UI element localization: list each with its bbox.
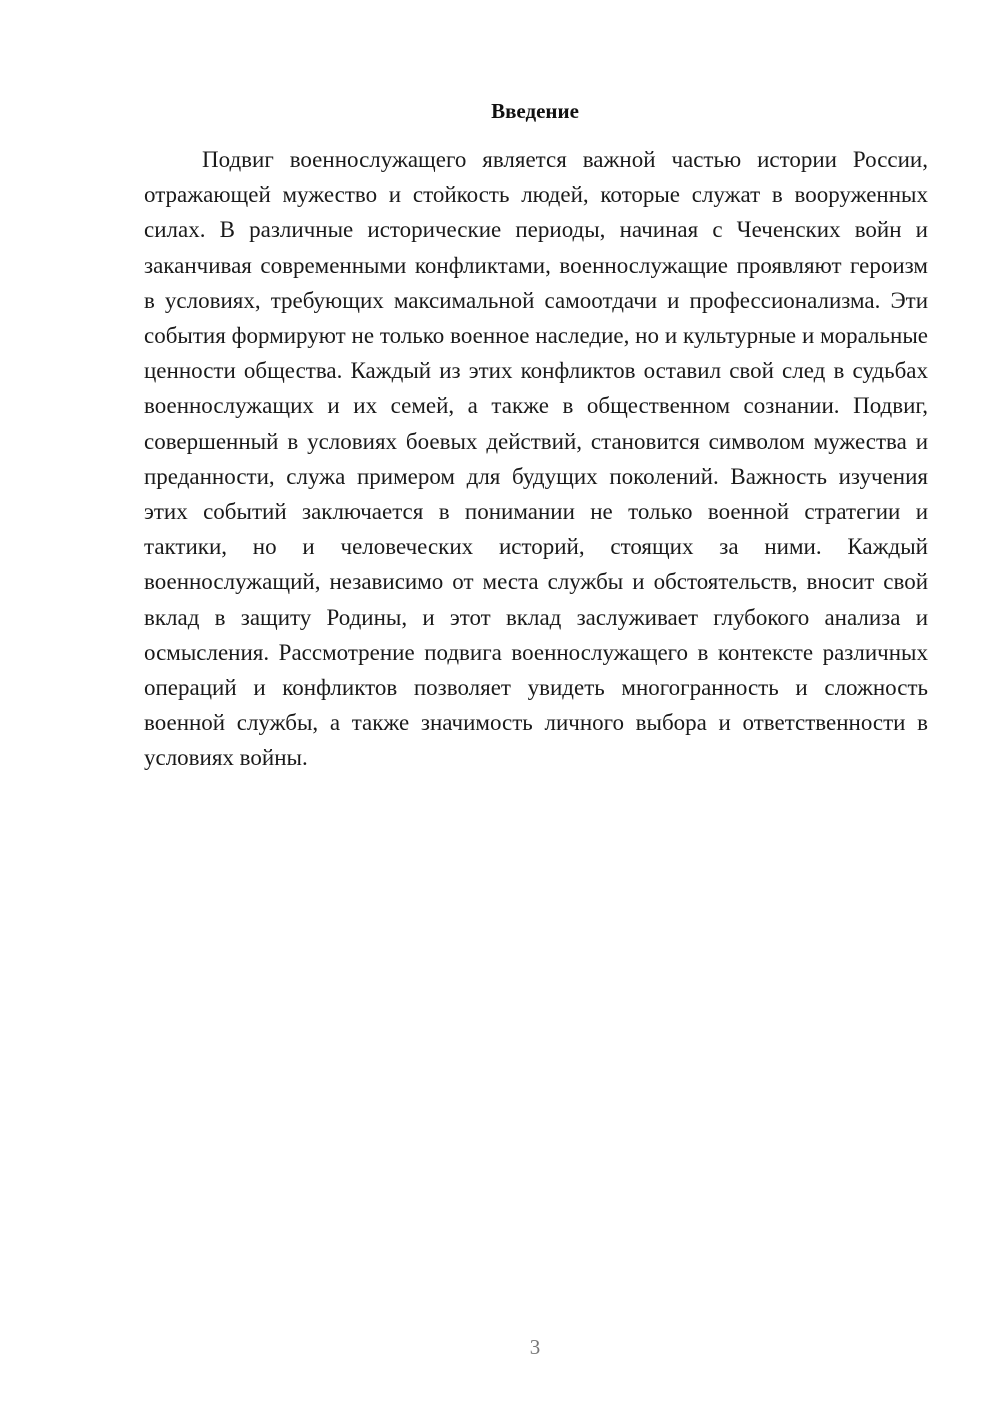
section-title: Введение [491, 99, 579, 123]
page-number: 3 [529, 1335, 541, 1359]
introduction-paragraph: Подвиг военнослужащего является важной частью истории России, отражающей мужество и стойкость людей, которые служат в вооруженных силах. В различные исторические периоды, начиная с Чеченских войн и заканчивая современными конфликтами, военнослужащие проявляют героизм в условиях, требующих максимальной самоотдачи и профессионализма. Эти события формируют не только военное наследие, но и культурные и моральные ценности общества. Каждый из этих конфликтов оставил свой след в судьбах военнослужащих и их семей, а также в общественном сознании. Подвиг, совершенный в условиях боевых действий, становится символом мужества и преданности, служа примером для будущих поколений. Важность изучения этих событий заключается в понимании не только военной стратегии и тактики, но и человеческих историй, стоящих за ними. Каждый военнослужащий, независимо от места службы и обстоятельств, вносит свой вклад в защиту Родины, и этот вклад заслуживает глубокого анализа и осмысления. Рассмотрение подвига военнослужащего в контексте различных операций и конфликтов позволяет увидеть многогранность и сложность военной службы, а также значимость личного выбора и ответственности в условиях войны. [144, 147, 928, 771]
